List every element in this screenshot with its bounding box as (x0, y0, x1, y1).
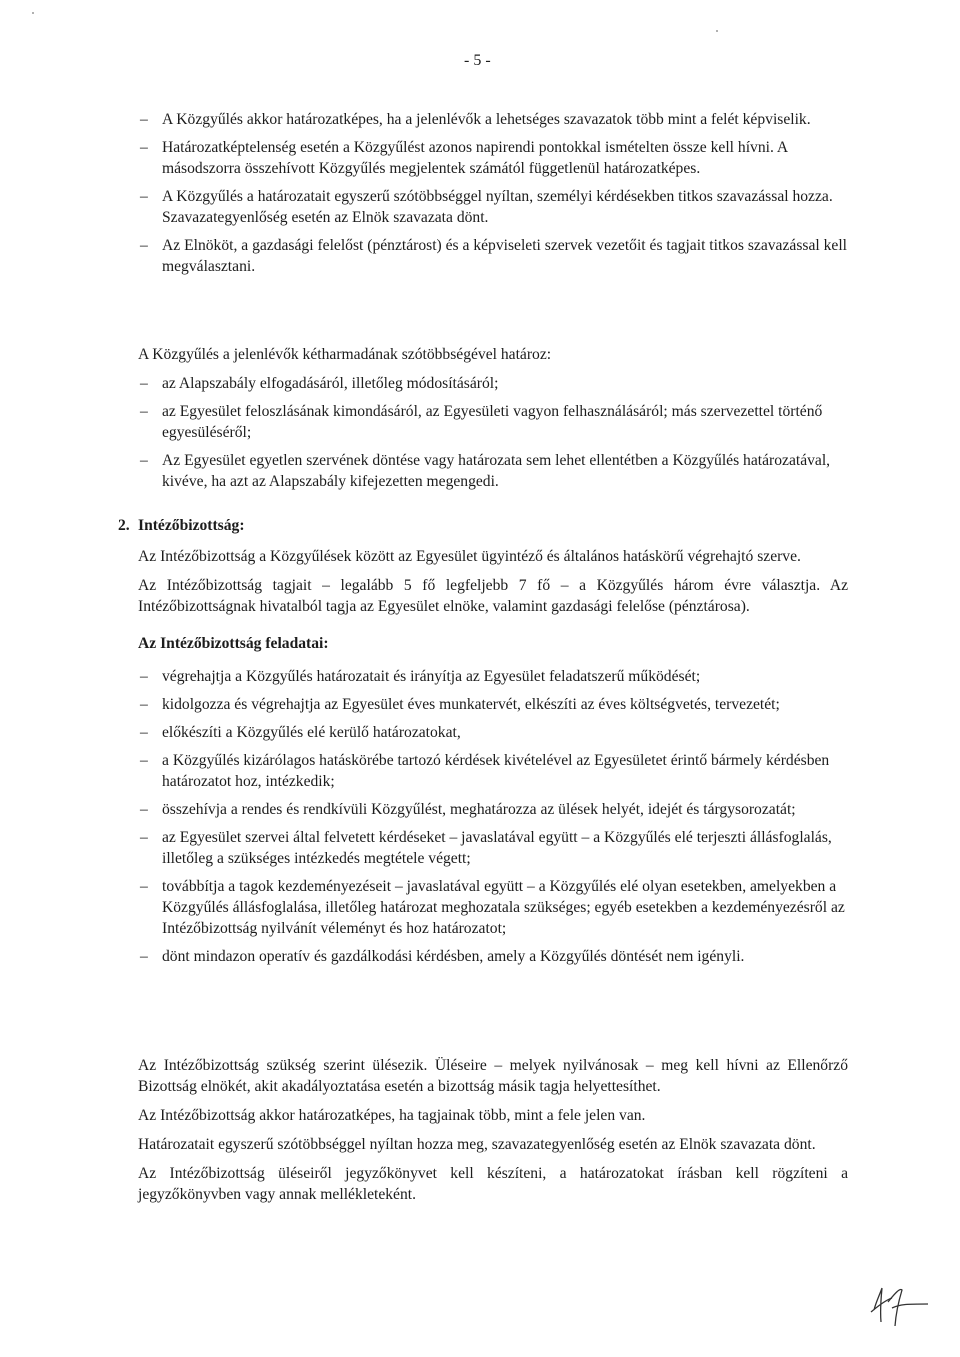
section-two-thirds (0, 344, 960, 499)
bullet-dash: – (140, 668, 148, 685)
list-item-text: Az Elnököt, a gazdasági felelőst (pénztárost) és a képviseleti szervek vezetőit és tagjait titkos szavazással kell megválasztani. (162, 237, 847, 275)
list-item-text: kidolgozza és végrehajtja az Egyesület éves munkatervét, elkészíti az éves költségvetés, tervezetét; (162, 696, 780, 713)
list-item-text: továbbítja a tagok kezdeményezéseit – javaslatával együtt – a Közgyűlés elé olyan esetekben, amelyekben a Közgyűlés állásfoglalása, illetőleg határozat meghozatala szükséges; egyéb esetekben a kezdeményezésről az Intézőbizottság nyilvánít véleményt és hoz határozatot; (162, 878, 845, 937)
list-item-text: az Egyesület szervei által felvetett kérdéseket – javaslatával együtt – a Közgyűlés elé terjeszti állásfoglalás, illetőleg a szükséges intézkedés megtétele végett; (162, 829, 832, 867)
bullet-dash: – (140, 237, 148, 254)
bullet-dash: – (140, 829, 148, 846)
list-item-text: az Egyesület feloszlásának kimondásáról, az Egyesületi vagyon felhasználásáról; más szervezettel történő egyesüléséről; (162, 403, 823, 441)
list-item (0, 235, 960, 277)
list-item (0, 799, 960, 820)
bullet-dash: – (140, 948, 148, 965)
paragraph: A Közgyűlés a jelenlévők kétharmadának szótöbbségével határoz: (138, 346, 552, 363)
bullet-dash: – (140, 188, 148, 205)
bullet-dash: – (140, 111, 148, 128)
list-item-text: összehívja a rendes és rendkívüli Közgyűlést, meghatározza az ülések helyét, idejét és tárgysorozatát; (162, 801, 796, 818)
list-item (0, 373, 960, 394)
list-item-text: A Közgyűlés akkor határozatképes, ha a jelenlévők a lehetséges szavazatok több mint a felét képviselik. (162, 111, 811, 128)
bullet-dash: – (140, 403, 148, 420)
list-item-text: előkészíti a Közgyűlés elé kerülő határozatokat, (162, 724, 461, 741)
list-item (0, 750, 960, 792)
page-number: - 5 - (464, 52, 491, 69)
paragraph: Az Intézőbizottság üléseiről jegyzőkönyvet kell készíteni, a határozatokat írásban kell rögzíteni a jegyzőkönyvben vagy annak mellékleteként. (138, 1165, 848, 1203)
list-quorum-rules (0, 109, 960, 284)
paragraph: Az Intézőbizottság akkor határozatképes, ha tagjainak több, mint a fele jelen van. (138, 1107, 646, 1124)
list-item (0, 666, 960, 687)
bullet-dash: – (140, 752, 148, 769)
list-item-text: Határozatképtelenség esetén a Közgyűlést azonos napirendi pontokkal ismételten össze kell hívni. A másodszorra összehívott Közgyűlés megjelentek számától függetlenül határozatképes. (162, 139, 788, 177)
list-item (0, 137, 960, 179)
paragraph: Az Intézőbizottság tagjait – legalább 5 fő legfeljebb 7 fő – a Közgyűlés három évre választja. Az Intézőbizottságnak hivatalból tagja az Egyesület elnöke, valamint gazdasági felelőse (pénztárosa). (138, 577, 848, 615)
paragraph: Az Intézőbizottság a Közgyűlések között az Egyesület ügyintéző és általános hatáskörű végrehajtó szerve. (138, 548, 801, 565)
paragraph: Határozatait egyszerű szótöbbséggel nyíltan hozza meg, szavazategyenlőség esetén az Elnök szavazata dönt. (138, 1136, 816, 1153)
list-item (0, 401, 960, 443)
bullet-dash: – (140, 724, 148, 741)
list-item-text: a Közgyűlés kizárólagos hatáskörébe tartozó kérdések kivételével az Egyesületet érintő bármely kérdésben határozatot hoz, intézkedik; (162, 752, 830, 790)
list-item (0, 876, 960, 939)
list-item-text: Az Egyesület egyetlen szervének döntése vagy határozata sem lehet ellentétben a Közgyűlés határozatával, kivéve, ha azt az Alapszabály kifejezetten megengedi. (162, 452, 831, 490)
bullet-dash: – (140, 375, 148, 392)
scan-speck (716, 30, 718, 32)
handwritten-initials-signature (866, 1282, 936, 1332)
list-item-text: végrehajtja a Közgyűlés határozatait és irányítja az Egyesület feladatszerű működését; (162, 668, 701, 685)
section-number: 2. (118, 517, 130, 534)
list-item-text: dönt mindazon operatív és gazdálkodási kérdésben, amely a Közgyűlés döntését nem igényli. (162, 948, 745, 965)
list-item (0, 450, 960, 492)
section-heading (0, 515, 960, 536)
list-item (0, 186, 960, 228)
section-closing (0, 1055, 960, 1213)
subheading: Az Intézőbizottság feladatai: (138, 635, 329, 652)
list-item (0, 946, 960, 967)
list-item-text: az Alapszabály elfogadásáról, illetőleg módosításáról; (162, 375, 499, 392)
bullet-dash: – (140, 696, 148, 713)
list-item (0, 827, 960, 869)
list-item (0, 722, 960, 743)
bullet-dash: – (140, 801, 148, 818)
section-title: Intézőbizottság: (138, 517, 245, 534)
section-intezobizottsag (0, 515, 960, 974)
bullet-dash: – (140, 139, 148, 156)
list-item (0, 109, 960, 130)
list-item (0, 694, 960, 715)
scan-speck (32, 12, 34, 14)
bullet-dash: – (140, 878, 148, 895)
bullet-dash: – (140, 452, 148, 469)
paragraph: Az Intézőbizottság szükség szerint ülésezik. Üléseire – melyek nyilvánosak – meg kell hívni az Ellenőrző Bizottság elnökét, akit akadályoztatása esetén a bizottság másik tagja helyettesíthet. (138, 1057, 848, 1095)
list-item-text: A Közgyűlés a határozatait egyszerű szótöbbséggel nyíltan, személyi kérdésekben titkos szavazással hozza. Szavazategyenlőség esetén az Elnök szavazata dönt. (162, 188, 833, 226)
